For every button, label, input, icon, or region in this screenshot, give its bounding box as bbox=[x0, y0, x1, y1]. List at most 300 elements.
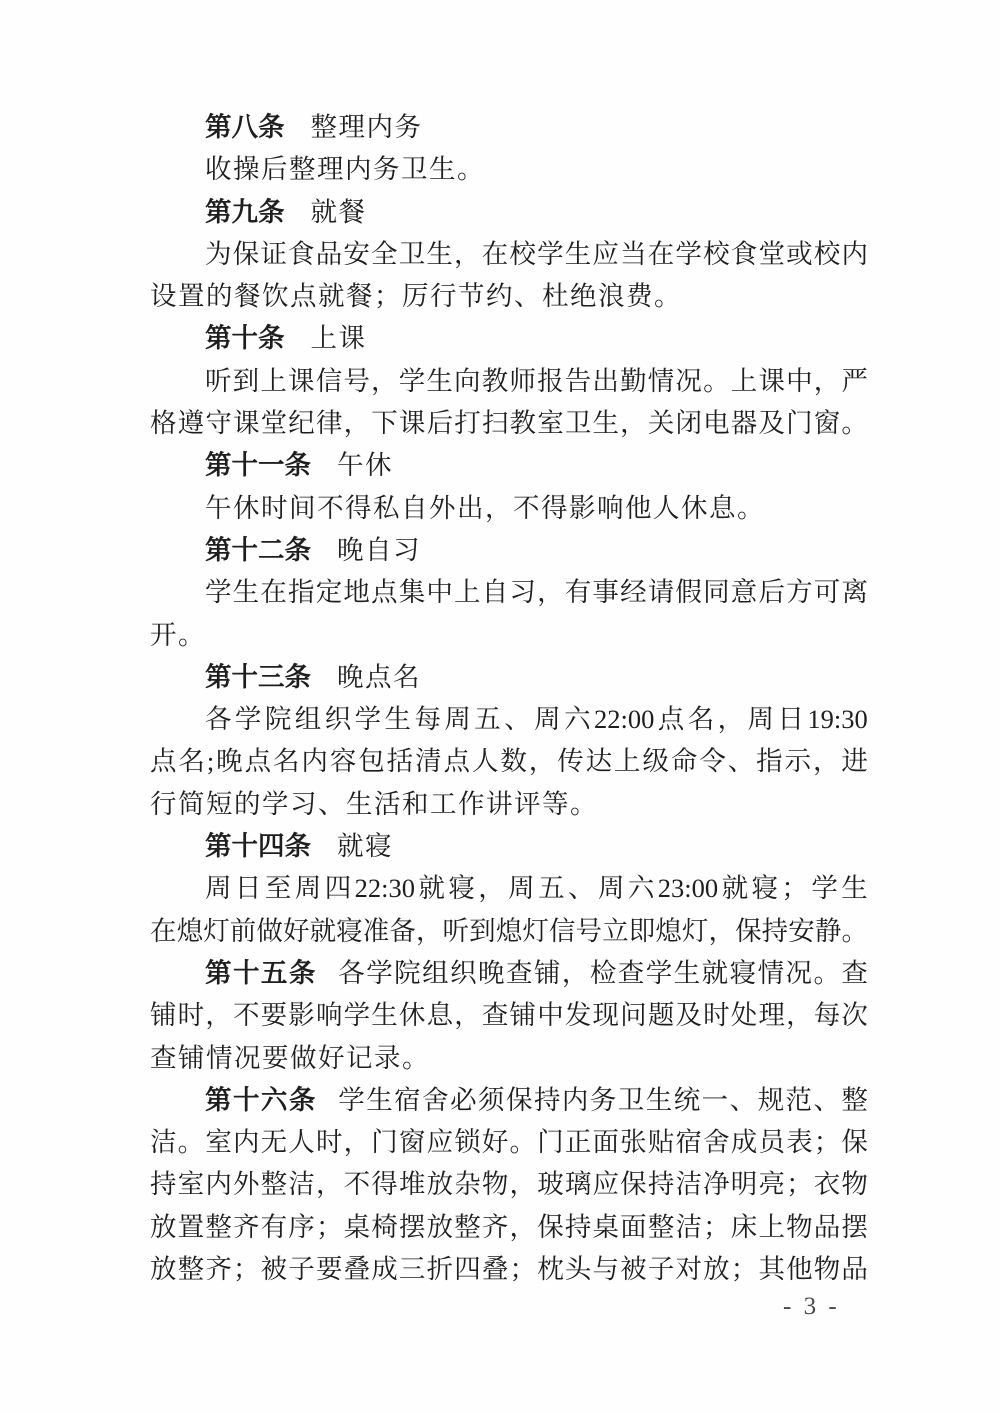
line-text: 号 bbox=[343, 365, 370, 396]
line-text: 应 bbox=[426, 1127, 454, 1158]
line-text: 点 bbox=[657, 704, 685, 735]
line-text: 次 bbox=[841, 1000, 868, 1031]
article-heading-line bbox=[150, 317, 868, 359]
line-text: 安 bbox=[788, 915, 815, 946]
line-text: 保 bbox=[620, 1169, 647, 1200]
line-text: 统 bbox=[673, 1084, 701, 1115]
line-text: 传 bbox=[557, 746, 584, 777]
line-text: 学 bbox=[398, 365, 426, 396]
line-text: 师 bbox=[509, 365, 536, 396]
line-text: 点 bbox=[150, 746, 177, 777]
line-text: 洁 bbox=[288, 1169, 315, 1200]
line-text: ； bbox=[786, 1169, 813, 1200]
line-text: 请 bbox=[647, 577, 675, 608]
line-text: 可 bbox=[813, 577, 841, 608]
line-text: 周 bbox=[294, 873, 322, 904]
document-text-line bbox=[150, 487, 868, 529]
line-text: 情 bbox=[757, 957, 785, 988]
line-text: 教 bbox=[481, 365, 509, 396]
line-text: 椅 bbox=[371, 1211, 398, 1242]
line-text: 置 bbox=[177, 1211, 205, 1242]
line-text: 点 bbox=[244, 746, 272, 777]
line-text: ， bbox=[813, 365, 841, 396]
line-text: 日 bbox=[777, 704, 804, 735]
line-text: 保 bbox=[537, 1211, 564, 1242]
line-text: 整理内务 bbox=[310, 112, 423, 142]
document-text-line bbox=[150, 1037, 868, 1079]
line-text: 在 bbox=[260, 577, 287, 608]
line-text: 人 bbox=[288, 1127, 315, 1158]
article-number: 第 bbox=[205, 1084, 232, 1115]
line-text: 净 bbox=[703, 1169, 730, 1200]
article-heading-line bbox=[150, 1079, 868, 1121]
line-text: 事 bbox=[592, 577, 619, 608]
line-text: 示 bbox=[784, 746, 812, 777]
line-text: 地 bbox=[343, 577, 370, 608]
line-text: 五 bbox=[474, 704, 501, 735]
line-text: 成 bbox=[730, 1127, 758, 1158]
line-text: 理 bbox=[758, 1000, 785, 1031]
line-text: 叠 bbox=[481, 1254, 509, 1285]
line-text: 堂 bbox=[260, 408, 288, 439]
line-text: 午休 bbox=[337, 450, 393, 481]
line-text: 学 bbox=[234, 704, 262, 735]
line-text: 上 bbox=[454, 577, 481, 608]
line-text: 查 bbox=[617, 957, 645, 988]
line-text: 到 bbox=[469, 915, 496, 946]
line-text: 晚点名 bbox=[337, 661, 421, 692]
article-number: 第九条 bbox=[205, 196, 285, 227]
line-text: 定 bbox=[315, 577, 343, 608]
line-text: 熄 bbox=[176, 915, 204, 946]
line-text: 摆 bbox=[841, 1211, 868, 1242]
document-text-line bbox=[150, 910, 868, 952]
line-text: 查 bbox=[841, 957, 868, 988]
line-text: 生 bbox=[564, 238, 592, 269]
line-text: 卫 bbox=[398, 238, 426, 269]
line-text: 内 bbox=[841, 238, 868, 269]
line-text: 就 bbox=[701, 957, 729, 988]
line-text: 品 bbox=[841, 1254, 868, 1285]
line-text: 开。 bbox=[150, 619, 206, 650]
document-text-line bbox=[150, 1163, 868, 1205]
line-text: 周 bbox=[205, 873, 232, 904]
line-text: 晚 bbox=[478, 957, 505, 988]
line-text: 对 bbox=[675, 1254, 702, 1285]
line-text: 持 bbox=[647, 1169, 675, 1200]
line-text: 务 bbox=[589, 1084, 617, 1115]
line-text: 响 bbox=[315, 1000, 343, 1031]
line-text: 舍 bbox=[422, 1084, 449, 1115]
line-text: 寝 bbox=[751, 873, 778, 904]
line-text: 杂 bbox=[454, 1169, 481, 1200]
line-text: 组 bbox=[422, 957, 449, 988]
line-text: 告 bbox=[564, 365, 592, 396]
article-number: 第八条 bbox=[205, 112, 285, 142]
line-text: 无 bbox=[260, 1127, 288, 1158]
line-text: 整 bbox=[177, 1254, 205, 1285]
line-text: 周 bbox=[597, 873, 625, 904]
line-text: 须 bbox=[478, 1084, 505, 1115]
line-text: ， bbox=[708, 915, 735, 946]
line-text: ， bbox=[315, 1169, 343, 1200]
line-text: 达 bbox=[585, 746, 613, 777]
line-text: 面 bbox=[620, 1211, 647, 1242]
article-number: 六 bbox=[260, 1084, 288, 1115]
line-text: 收操后整理内务卫生。 bbox=[205, 154, 485, 185]
line-text: 玻 bbox=[537, 1169, 564, 1200]
line-text: 令 bbox=[699, 746, 726, 777]
article-heading-line bbox=[150, 952, 868, 994]
line-text: 明 bbox=[730, 1169, 758, 1200]
line-text: 。 bbox=[177, 1127, 205, 1158]
line-text: 听 bbox=[442, 915, 470, 946]
line-text: 亮 bbox=[758, 1169, 785, 1200]
line-text: 生 bbox=[841, 873, 868, 904]
line-text: ， bbox=[371, 365, 398, 396]
line-text: 、 bbox=[504, 704, 531, 735]
article-number: 第十四条 bbox=[205, 831, 311, 862]
line-text: 持 bbox=[564, 1211, 592, 1242]
line-text: 员 bbox=[758, 1127, 785, 1158]
line-text: 学 bbox=[811, 873, 838, 904]
line-text: 好 bbox=[282, 915, 310, 946]
line-text: 有 bbox=[260, 1211, 288, 1242]
line-text: 床 bbox=[730, 1211, 758, 1242]
document-text-line bbox=[150, 1206, 868, 1248]
line-text: 点 bbox=[443, 746, 471, 777]
line-text: 查 bbox=[481, 1000, 509, 1031]
line-text: 课 bbox=[232, 408, 260, 439]
line-text: 行简短的学习、生活和工作讲评等。 bbox=[150, 788, 598, 819]
line-text: 及 bbox=[758, 408, 785, 439]
line-text: 名 bbox=[272, 746, 300, 777]
line-text: 内 bbox=[561, 1084, 589, 1115]
line-text: 内 bbox=[301, 746, 328, 777]
article-number: 第十条 bbox=[205, 323, 285, 354]
line-text: 整 bbox=[647, 1211, 675, 1242]
line-text: 生 bbox=[366, 1084, 393, 1115]
line-text: 贴 bbox=[647, 1127, 675, 1158]
line-text: 上 bbox=[758, 1211, 785, 1242]
line-text: ， bbox=[561, 957, 589, 988]
line-text: 规 bbox=[757, 1084, 785, 1115]
line-text: 学 bbox=[343, 1000, 371, 1031]
line-text: 内 bbox=[232, 1127, 260, 1158]
document-text-line bbox=[150, 402, 868, 444]
article-number: 第十一条 bbox=[205, 450, 311, 481]
line-text: 。 bbox=[703, 365, 730, 396]
line-text: 与 bbox=[592, 1254, 619, 1285]
line-text: 后 bbox=[426, 408, 454, 439]
line-text: 题 bbox=[647, 1000, 675, 1031]
line-text: 桌 bbox=[592, 1211, 619, 1242]
line-text: 学 bbox=[537, 238, 564, 269]
line-text: ， bbox=[717, 704, 745, 735]
line-text: 学 bbox=[366, 957, 393, 988]
line-text: 安 bbox=[343, 238, 370, 269]
line-text: 应 bbox=[592, 1169, 619, 1200]
line-text: 时 bbox=[177, 1000, 205, 1031]
line-text: 就 bbox=[721, 873, 749, 904]
line-text: 熄 bbox=[495, 915, 523, 946]
line-text: 前 bbox=[229, 915, 257, 946]
line-text: 勤 bbox=[620, 365, 647, 396]
line-text: 不 bbox=[232, 1000, 260, 1031]
line-text: 生 bbox=[592, 408, 619, 439]
line-text: 面 bbox=[592, 1127, 619, 1158]
line-text: 物 bbox=[841, 1169, 868, 1200]
line-text: 范 bbox=[785, 1084, 813, 1115]
line-text: 、 bbox=[568, 873, 595, 904]
document-text-line bbox=[150, 148, 868, 190]
document-text-line bbox=[150, 360, 868, 402]
line-text: 生 bbox=[426, 238, 453, 269]
line-text: 纪 bbox=[288, 408, 315, 439]
line-text: 他 bbox=[786, 1254, 813, 1285]
line-text: 好 bbox=[481, 1127, 509, 1158]
line-text: 学 bbox=[205, 577, 232, 608]
line-text: 假 bbox=[675, 577, 702, 608]
line-text: 生 bbox=[426, 365, 453, 396]
line-text: 信 bbox=[548, 915, 576, 946]
line-text: 品 bbox=[813, 1211, 841, 1242]
line-text: 成 bbox=[371, 1254, 398, 1285]
line-text: 各 bbox=[338, 957, 365, 988]
line-text: ， bbox=[454, 1000, 481, 1031]
line-text: 证 bbox=[260, 238, 287, 269]
line-text: 23:00 bbox=[657, 873, 719, 904]
line-text: 灯 bbox=[203, 915, 230, 946]
line-text: 周 bbox=[444, 704, 471, 735]
line-text: 被 bbox=[620, 1254, 647, 1285]
line-text: 窗 bbox=[398, 1127, 426, 1158]
article-number: 五 bbox=[260, 957, 288, 988]
line-text: 四 bbox=[454, 1254, 481, 1285]
line-text: 卫 bbox=[617, 1084, 645, 1115]
line-text: 生 bbox=[232, 577, 260, 608]
line-text: ， bbox=[343, 1127, 371, 1158]
line-text: ； bbox=[509, 1254, 537, 1285]
line-text: 要 bbox=[315, 1254, 343, 1285]
line-text: 晚 bbox=[216, 746, 243, 777]
line-text: 寝 bbox=[336, 915, 363, 946]
line-text: 有 bbox=[564, 577, 592, 608]
line-text: 卫 bbox=[564, 408, 592, 439]
line-text: 学 bbox=[645, 957, 673, 988]
line-text: 上 bbox=[730, 365, 758, 396]
line-text: 及 bbox=[675, 1000, 702, 1031]
line-text: 、 bbox=[813, 1084, 840, 1115]
document-text-line bbox=[150, 1121, 868, 1163]
line-text: 时 bbox=[315, 1127, 343, 1158]
line-text: 每 bbox=[813, 1000, 841, 1031]
line-text: 查 bbox=[505, 957, 533, 988]
line-text: 头 bbox=[564, 1254, 592, 1285]
line-text: 窗 bbox=[813, 408, 841, 439]
line-text: ； bbox=[813, 1127, 841, 1158]
line-text: 全 bbox=[371, 238, 398, 269]
line-text: 院 bbox=[264, 704, 292, 735]
line-text: 况 bbox=[785, 957, 813, 988]
line-text: 得 bbox=[371, 1169, 398, 1200]
line-text: 括 bbox=[386, 746, 414, 777]
line-text: 包 bbox=[358, 746, 385, 777]
line-text: ； bbox=[703, 1211, 730, 1242]
line-text: 就 bbox=[418, 873, 445, 904]
line-text: 情 bbox=[647, 365, 675, 396]
line-text: 舍 bbox=[703, 1127, 730, 1158]
line-text: 生 bbox=[673, 957, 701, 988]
article-heading-line bbox=[150, 106, 868, 148]
line-text: 枕 bbox=[537, 1254, 564, 1285]
line-text: 灯 bbox=[522, 915, 549, 946]
line-text: 意 bbox=[730, 577, 758, 608]
line-text: 铺 bbox=[509, 1000, 537, 1031]
line-text: 宿 bbox=[675, 1127, 702, 1158]
line-text: 门 bbox=[371, 1127, 398, 1158]
page-number: - 3 - bbox=[783, 1293, 840, 1320]
line-text: 食 bbox=[288, 238, 315, 269]
line-text: 摆 bbox=[398, 1211, 426, 1242]
line-text: ， bbox=[205, 1000, 232, 1031]
line-text: 为 bbox=[205, 238, 232, 269]
line-text: 室 bbox=[205, 1127, 232, 1158]
line-text: 容 bbox=[329, 746, 357, 777]
article-number: 条 bbox=[288, 1084, 316, 1115]
line-text: 课 bbox=[398, 408, 426, 439]
line-text: ， bbox=[343, 408, 371, 439]
line-text: 影 bbox=[288, 1000, 315, 1031]
line-text: 织 bbox=[324, 704, 352, 735]
line-text: 持 bbox=[761, 915, 789, 946]
line-text: 保 bbox=[232, 238, 260, 269]
line-text: ; bbox=[206, 746, 215, 777]
line-text: 室 bbox=[177, 1169, 205, 1200]
line-text: 生 bbox=[645, 1084, 673, 1115]
line-text: 周 bbox=[534, 704, 561, 735]
line-text: 组 bbox=[294, 704, 322, 735]
line-text: 铺 bbox=[150, 1000, 177, 1031]
line-text: 生 bbox=[371, 1000, 398, 1031]
line-text: 校 bbox=[509, 238, 536, 269]
line-text: 方 bbox=[786, 577, 813, 608]
line-text: ， bbox=[528, 746, 556, 777]
document-text-line bbox=[150, 783, 868, 825]
line-text: 周 bbox=[747, 704, 775, 735]
document-text-line bbox=[150, 740, 868, 782]
line-text: 教 bbox=[509, 408, 537, 439]
line-text: 六 bbox=[627, 873, 655, 904]
line-text: ， bbox=[537, 577, 564, 608]
document-text-line bbox=[150, 614, 868, 656]
line-text: 现 bbox=[592, 1000, 619, 1031]
line-text: 后 bbox=[758, 577, 785, 608]
line-text: 时 bbox=[703, 1000, 730, 1031]
line-text: 点 bbox=[371, 577, 398, 608]
line-text: 中 bbox=[786, 365, 813, 396]
line-text: 查铺情况要做好记录。 bbox=[150, 1042, 430, 1073]
line-text: 。 bbox=[509, 1127, 537, 1158]
article-number: 十 bbox=[232, 957, 260, 988]
line-text: 折 bbox=[426, 1254, 454, 1285]
line-text: 其 bbox=[758, 1254, 785, 1285]
line-text: 保 bbox=[505, 1084, 533, 1115]
line-text: 物 bbox=[481, 1169, 509, 1200]
line-text: 。 bbox=[841, 408, 868, 439]
line-text: 至 bbox=[264, 873, 292, 904]
document-text-line bbox=[150, 698, 868, 740]
line-text: 三 bbox=[398, 1254, 426, 1285]
line-text: 保 bbox=[735, 915, 762, 946]
line-text: 电 bbox=[703, 408, 730, 439]
line-text: 扫 bbox=[481, 408, 509, 439]
line-text: 问 bbox=[620, 1000, 647, 1031]
line-text: 齐 bbox=[205, 1254, 232, 1285]
line-text: 闭 bbox=[675, 408, 702, 439]
line-text: 、 bbox=[727, 746, 755, 777]
line-text: 寝 bbox=[448, 873, 475, 904]
line-text: 洁 bbox=[675, 1169, 702, 1200]
line-text: 发 bbox=[564, 1000, 592, 1031]
line-text: 堂 bbox=[758, 238, 785, 269]
line-text: 堆 bbox=[398, 1169, 426, 1200]
line-text: 在 bbox=[647, 238, 675, 269]
line-text: 周 bbox=[508, 873, 535, 904]
line-text: 同 bbox=[703, 577, 730, 608]
document-text-line bbox=[150, 275, 868, 317]
line-text: 听 bbox=[205, 365, 232, 396]
line-text: 齐 bbox=[232, 1211, 260, 1242]
line-text: 清 bbox=[415, 746, 442, 777]
line-text: 门 bbox=[786, 408, 813, 439]
line-text: 整 bbox=[205, 1211, 232, 1242]
line-text: 整 bbox=[841, 1084, 868, 1115]
line-text: 休 bbox=[398, 1000, 426, 1031]
line-text: 指 bbox=[756, 746, 783, 777]
line-text: 22:30 bbox=[354, 873, 415, 904]
article-number: 十 bbox=[232, 1084, 260, 1115]
line-text: 中 bbox=[537, 1000, 564, 1031]
line-text: 品 bbox=[315, 238, 343, 269]
line-text: ； bbox=[781, 873, 808, 904]
line-text: 院 bbox=[394, 957, 421, 988]
line-text: 、 bbox=[729, 1084, 757, 1115]
line-text: 即 bbox=[628, 915, 656, 946]
line-text: 备 bbox=[389, 915, 416, 946]
line-text: 整 bbox=[454, 1211, 481, 1242]
line-text: 五 bbox=[538, 873, 565, 904]
line-text: 灯 bbox=[681, 915, 709, 946]
line-text: 晚自习 bbox=[337, 534, 421, 565]
line-text: 检 bbox=[589, 957, 617, 988]
line-text: 上课 bbox=[310, 323, 367, 354]
line-text: ， bbox=[415, 915, 443, 946]
line-text: 物 bbox=[813, 1254, 841, 1285]
article-number: 第十三条 bbox=[205, 661, 311, 692]
document-body bbox=[150, 106, 868, 1290]
line-text: 学 bbox=[675, 238, 702, 269]
line-text: 熄 bbox=[655, 915, 682, 946]
document-text-line bbox=[150, 571, 868, 613]
line-text: 衣 bbox=[813, 1169, 841, 1200]
line-text: ， bbox=[620, 408, 647, 439]
line-text: 上 bbox=[260, 365, 287, 396]
line-text: 学 bbox=[354, 704, 382, 735]
line-text: 物 bbox=[786, 1211, 813, 1242]
line-text: 食 bbox=[730, 238, 758, 269]
line-text: 齐 bbox=[481, 1211, 509, 1242]
